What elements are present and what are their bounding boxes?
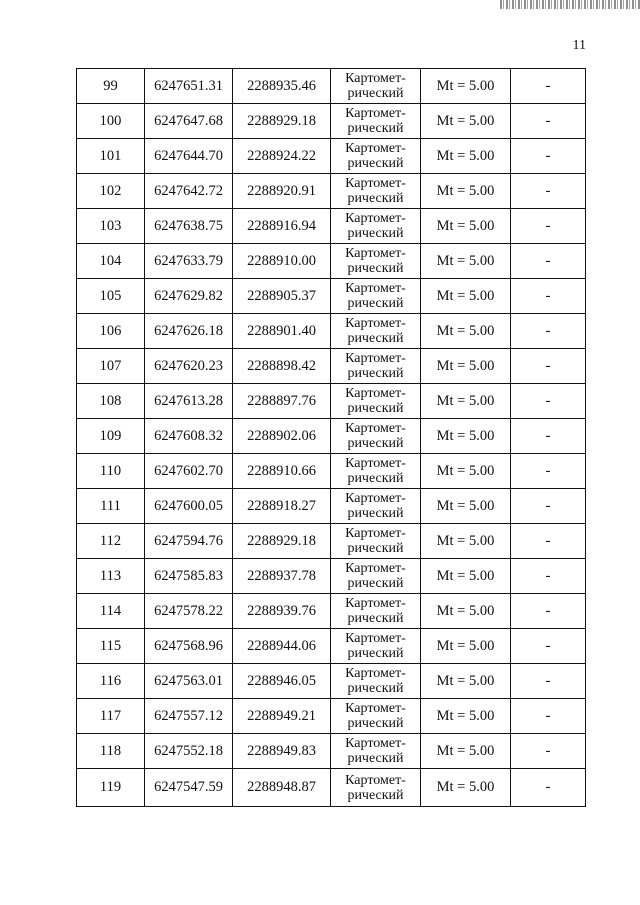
y-coordinate-cell: 2288902.06 — [233, 419, 331, 454]
description-cell: - — [511, 174, 586, 209]
method-cell — [331, 734, 421, 769]
method-cell — [331, 769, 421, 807]
description-cell: - — [511, 209, 586, 244]
y-coordinate-cell: 2288897.76 — [233, 384, 331, 419]
method-line-2: рический — [347, 191, 404, 206]
description-cell: - — [511, 489, 586, 524]
method-cell — [331, 174, 421, 209]
method-line-2: рический — [347, 716, 404, 731]
y-coordinate-cell: 2288910.00 — [233, 244, 331, 279]
table-row — [77, 699, 586, 734]
point-number-cell: 111 — [77, 489, 145, 524]
description-cell: - — [511, 559, 586, 594]
method-line-2: рический — [347, 681, 404, 696]
table-row — [77, 349, 586, 384]
method-line-2: рический — [347, 121, 404, 136]
table-row — [77, 419, 586, 454]
method-cell — [331, 524, 421, 559]
scan-stamp-mark — [500, 0, 640, 9]
point-number-cell: 100 — [77, 104, 145, 139]
y-coordinate-cell: 2288920.91 — [233, 174, 331, 209]
y-coordinate-cell: 2288924.22 — [233, 139, 331, 174]
method-line-1: Картомет- — [345, 176, 406, 191]
x-coordinate-cell: 6247585.83 — [145, 559, 233, 594]
point-number-cell: 108 — [77, 384, 145, 419]
point-number-cell: 102 — [77, 174, 145, 209]
method-line-2: рический — [347, 331, 404, 346]
method-line-1: Картомет- — [345, 631, 406, 646]
method-line-1: Картомет- — [345, 596, 406, 611]
method-line-1: Картомет- — [345, 141, 406, 156]
method-line-1: Картомет- — [345, 526, 406, 541]
accuracy-cell: Mt = 5.00 — [421, 279, 511, 314]
accuracy-cell: Mt = 5.00 — [421, 594, 511, 629]
accuracy-cell: Mt = 5.00 — [421, 769, 511, 807]
method-cell — [331, 349, 421, 384]
description-cell: - — [511, 594, 586, 629]
accuracy-cell: Mt = 5.00 — [421, 419, 511, 454]
method-line-1: Картомет- — [345, 106, 406, 121]
x-coordinate-cell: 6247547.59 — [145, 769, 233, 807]
description-cell: - — [511, 384, 586, 419]
x-coordinate-cell: 6247608.32 — [145, 419, 233, 454]
description-cell: - — [511, 664, 586, 699]
accuracy-cell: Mt = 5.00 — [421, 699, 511, 734]
y-coordinate-cell: 2288929.18 — [233, 524, 331, 559]
method-cell — [331, 419, 421, 454]
method-line-2: рический — [347, 471, 404, 486]
description-cell: - — [511, 419, 586, 454]
description-cell: - — [511, 349, 586, 384]
table-row — [77, 629, 586, 664]
table-row — [77, 139, 586, 174]
table-row — [77, 69, 586, 104]
x-coordinate-cell: 6247602.70 — [145, 454, 233, 489]
coordinates-table — [76, 68, 586, 807]
y-coordinate-cell: 2288918.27 — [233, 489, 331, 524]
accuracy-cell: Mt = 5.00 — [421, 489, 511, 524]
method-cell — [331, 629, 421, 664]
method-line-2: рический — [347, 226, 404, 241]
description-cell: - — [511, 139, 586, 174]
x-coordinate-cell: 6247568.96 — [145, 629, 233, 664]
description-cell: - — [511, 734, 586, 769]
description-cell: - — [511, 699, 586, 734]
method-line-2: рический — [347, 86, 404, 101]
method-line-1: Картомет- — [345, 772, 406, 788]
method-line-1: Картомет- — [345, 281, 406, 296]
method-cell — [331, 244, 421, 279]
method-cell — [331, 279, 421, 314]
method-line-1: Картомет- — [345, 456, 406, 471]
method-line-2: рический — [347, 296, 404, 311]
description-cell: - — [511, 314, 586, 349]
method-cell — [331, 489, 421, 524]
method-line-2: рический — [347, 541, 404, 556]
method-line-2: рический — [347, 366, 404, 381]
table-row — [77, 279, 586, 314]
y-coordinate-cell: 2288949.83 — [233, 734, 331, 769]
table-row — [77, 524, 586, 559]
description-cell: - — [511, 69, 586, 104]
x-coordinate-cell: 6247629.82 — [145, 279, 233, 314]
point-number-cell: 110 — [77, 454, 145, 489]
method-line-1: Картомет- — [345, 351, 406, 366]
y-coordinate-cell: 2288901.40 — [233, 314, 331, 349]
point-number-cell: 107 — [77, 349, 145, 384]
point-number-cell: 112 — [77, 524, 145, 559]
x-coordinate-cell: 6247578.22 — [145, 594, 233, 629]
point-number-cell: 116 — [77, 664, 145, 699]
x-coordinate-cell: 6247626.18 — [145, 314, 233, 349]
method-line-1: Картомет- — [345, 71, 406, 86]
point-number-cell: 113 — [77, 559, 145, 594]
x-coordinate-cell: 6247563.01 — [145, 664, 233, 699]
description-cell: - — [511, 524, 586, 559]
accuracy-cell: Mt = 5.00 — [421, 559, 511, 594]
table-row — [77, 734, 586, 769]
method-line-1: Картомет- — [345, 561, 406, 576]
accuracy-cell: Mt = 5.00 — [421, 349, 511, 384]
method-cell — [331, 559, 421, 594]
y-coordinate-cell: 2288910.66 — [233, 454, 331, 489]
table-row — [77, 594, 586, 629]
accuracy-cell: Mt = 5.00 — [421, 104, 511, 139]
description-cell: - — [511, 769, 586, 807]
method-line-2: рический — [347, 436, 404, 451]
x-coordinate-cell: 6247638.75 — [145, 209, 233, 244]
table-row — [77, 489, 586, 524]
accuracy-cell: Mt = 5.00 — [421, 384, 511, 419]
x-coordinate-cell: 6247613.28 — [145, 384, 233, 419]
method-line-2: рический — [347, 611, 404, 626]
point-number-cell: 114 — [77, 594, 145, 629]
y-coordinate-cell: 2288898.42 — [233, 349, 331, 384]
description-cell: - — [511, 244, 586, 279]
accuracy-cell: Mt = 5.00 — [421, 139, 511, 174]
x-coordinate-cell: 6247620.23 — [145, 349, 233, 384]
table-row — [77, 209, 586, 244]
y-coordinate-cell: 2288944.06 — [233, 629, 331, 664]
x-coordinate-cell: 6247600.05 — [145, 489, 233, 524]
y-coordinate-cell: 2288935.46 — [233, 69, 331, 104]
accuracy-cell: Mt = 5.00 — [421, 734, 511, 769]
method-cell — [331, 664, 421, 699]
x-coordinate-cell: 6247642.72 — [145, 174, 233, 209]
method-line-1: Картомет- — [345, 701, 406, 716]
y-coordinate-cell: 2288937.78 — [233, 559, 331, 594]
method-line-2: рический — [347, 156, 404, 171]
accuracy-cell: Mt = 5.00 — [421, 209, 511, 244]
point-number-cell: 106 — [77, 314, 145, 349]
point-number-cell: 119 — [77, 769, 145, 807]
table-row — [77, 769, 586, 807]
description-cell: - — [511, 279, 586, 314]
page-number: 11 — [572, 38, 586, 53]
point-number-cell: 101 — [77, 139, 145, 174]
method-line-1: Картомет- — [345, 421, 406, 436]
method-cell — [331, 69, 421, 104]
point-number-cell: 109 — [77, 419, 145, 454]
description-cell: - — [511, 104, 586, 139]
accuracy-cell: Mt = 5.00 — [421, 69, 511, 104]
method-cell — [331, 139, 421, 174]
method-cell — [331, 314, 421, 349]
method-line-1: Картомет- — [345, 211, 406, 226]
accuracy-cell: Mt = 5.00 — [421, 314, 511, 349]
accuracy-cell: Mt = 5.00 — [421, 524, 511, 559]
method-line-1: Картомет- — [345, 491, 406, 506]
table-row — [77, 384, 586, 419]
method-cell — [331, 104, 421, 139]
table-row — [77, 664, 586, 699]
x-coordinate-cell: 6247552.18 — [145, 734, 233, 769]
point-number-cell: 104 — [77, 244, 145, 279]
point-number-cell: 117 — [77, 699, 145, 734]
method-cell — [331, 699, 421, 734]
point-number-cell: 105 — [77, 279, 145, 314]
y-coordinate-cell: 2288905.37 — [233, 279, 331, 314]
table-row — [77, 174, 586, 209]
method-line-1: Картомет- — [345, 666, 406, 681]
x-coordinate-cell: 6247651.31 — [145, 69, 233, 104]
y-coordinate-cell: 2288948.87 — [233, 769, 331, 807]
coordinates-table-body — [77, 69, 586, 807]
x-coordinate-cell: 6247647.68 — [145, 104, 233, 139]
method-cell — [331, 384, 421, 419]
description-cell: - — [511, 454, 586, 489]
y-coordinate-cell: 2288939.76 — [233, 594, 331, 629]
method-line-2: рический — [347, 646, 404, 661]
x-coordinate-cell: 6247557.12 — [145, 699, 233, 734]
x-coordinate-cell: 6247633.79 — [145, 244, 233, 279]
method-line-1: Картомет- — [345, 316, 406, 331]
method-line-2: рический — [347, 787, 404, 803]
method-line-2: рический — [347, 576, 404, 591]
method-line-2: рический — [347, 751, 404, 766]
method-line-1: Картомет- — [345, 736, 406, 751]
point-number-cell: 99 — [77, 69, 145, 104]
table-row — [77, 244, 586, 279]
accuracy-cell: Mt = 5.00 — [421, 174, 511, 209]
method-cell — [331, 209, 421, 244]
table-row — [77, 104, 586, 139]
accuracy-cell: Mt = 5.00 — [421, 629, 511, 664]
table-row — [77, 314, 586, 349]
point-number-cell: 115 — [77, 629, 145, 664]
accuracy-cell: Mt = 5.00 — [421, 454, 511, 489]
y-coordinate-cell: 2288949.21 — [233, 699, 331, 734]
accuracy-cell: Mt = 5.00 — [421, 664, 511, 699]
point-number-cell: 103 — [77, 209, 145, 244]
method-line-2: рический — [347, 401, 404, 416]
y-coordinate-cell: 2288946.05 — [233, 664, 331, 699]
table-row — [77, 454, 586, 489]
y-coordinate-cell: 2288916.94 — [233, 209, 331, 244]
method-line-2: рический — [347, 261, 404, 276]
method-line-1: Картомет- — [345, 386, 406, 401]
method-line-2: рический — [347, 506, 404, 521]
description-cell: - — [511, 629, 586, 664]
x-coordinate-cell: 6247594.76 — [145, 524, 233, 559]
method-cell — [331, 594, 421, 629]
method-cell — [331, 454, 421, 489]
y-coordinate-cell: 2288929.18 — [233, 104, 331, 139]
point-number-cell: 118 — [77, 734, 145, 769]
method-line-1: Картомет- — [345, 246, 406, 261]
x-coordinate-cell: 6247644.70 — [145, 139, 233, 174]
accuracy-cell: Mt = 5.00 — [421, 244, 511, 279]
table-row — [77, 559, 586, 594]
